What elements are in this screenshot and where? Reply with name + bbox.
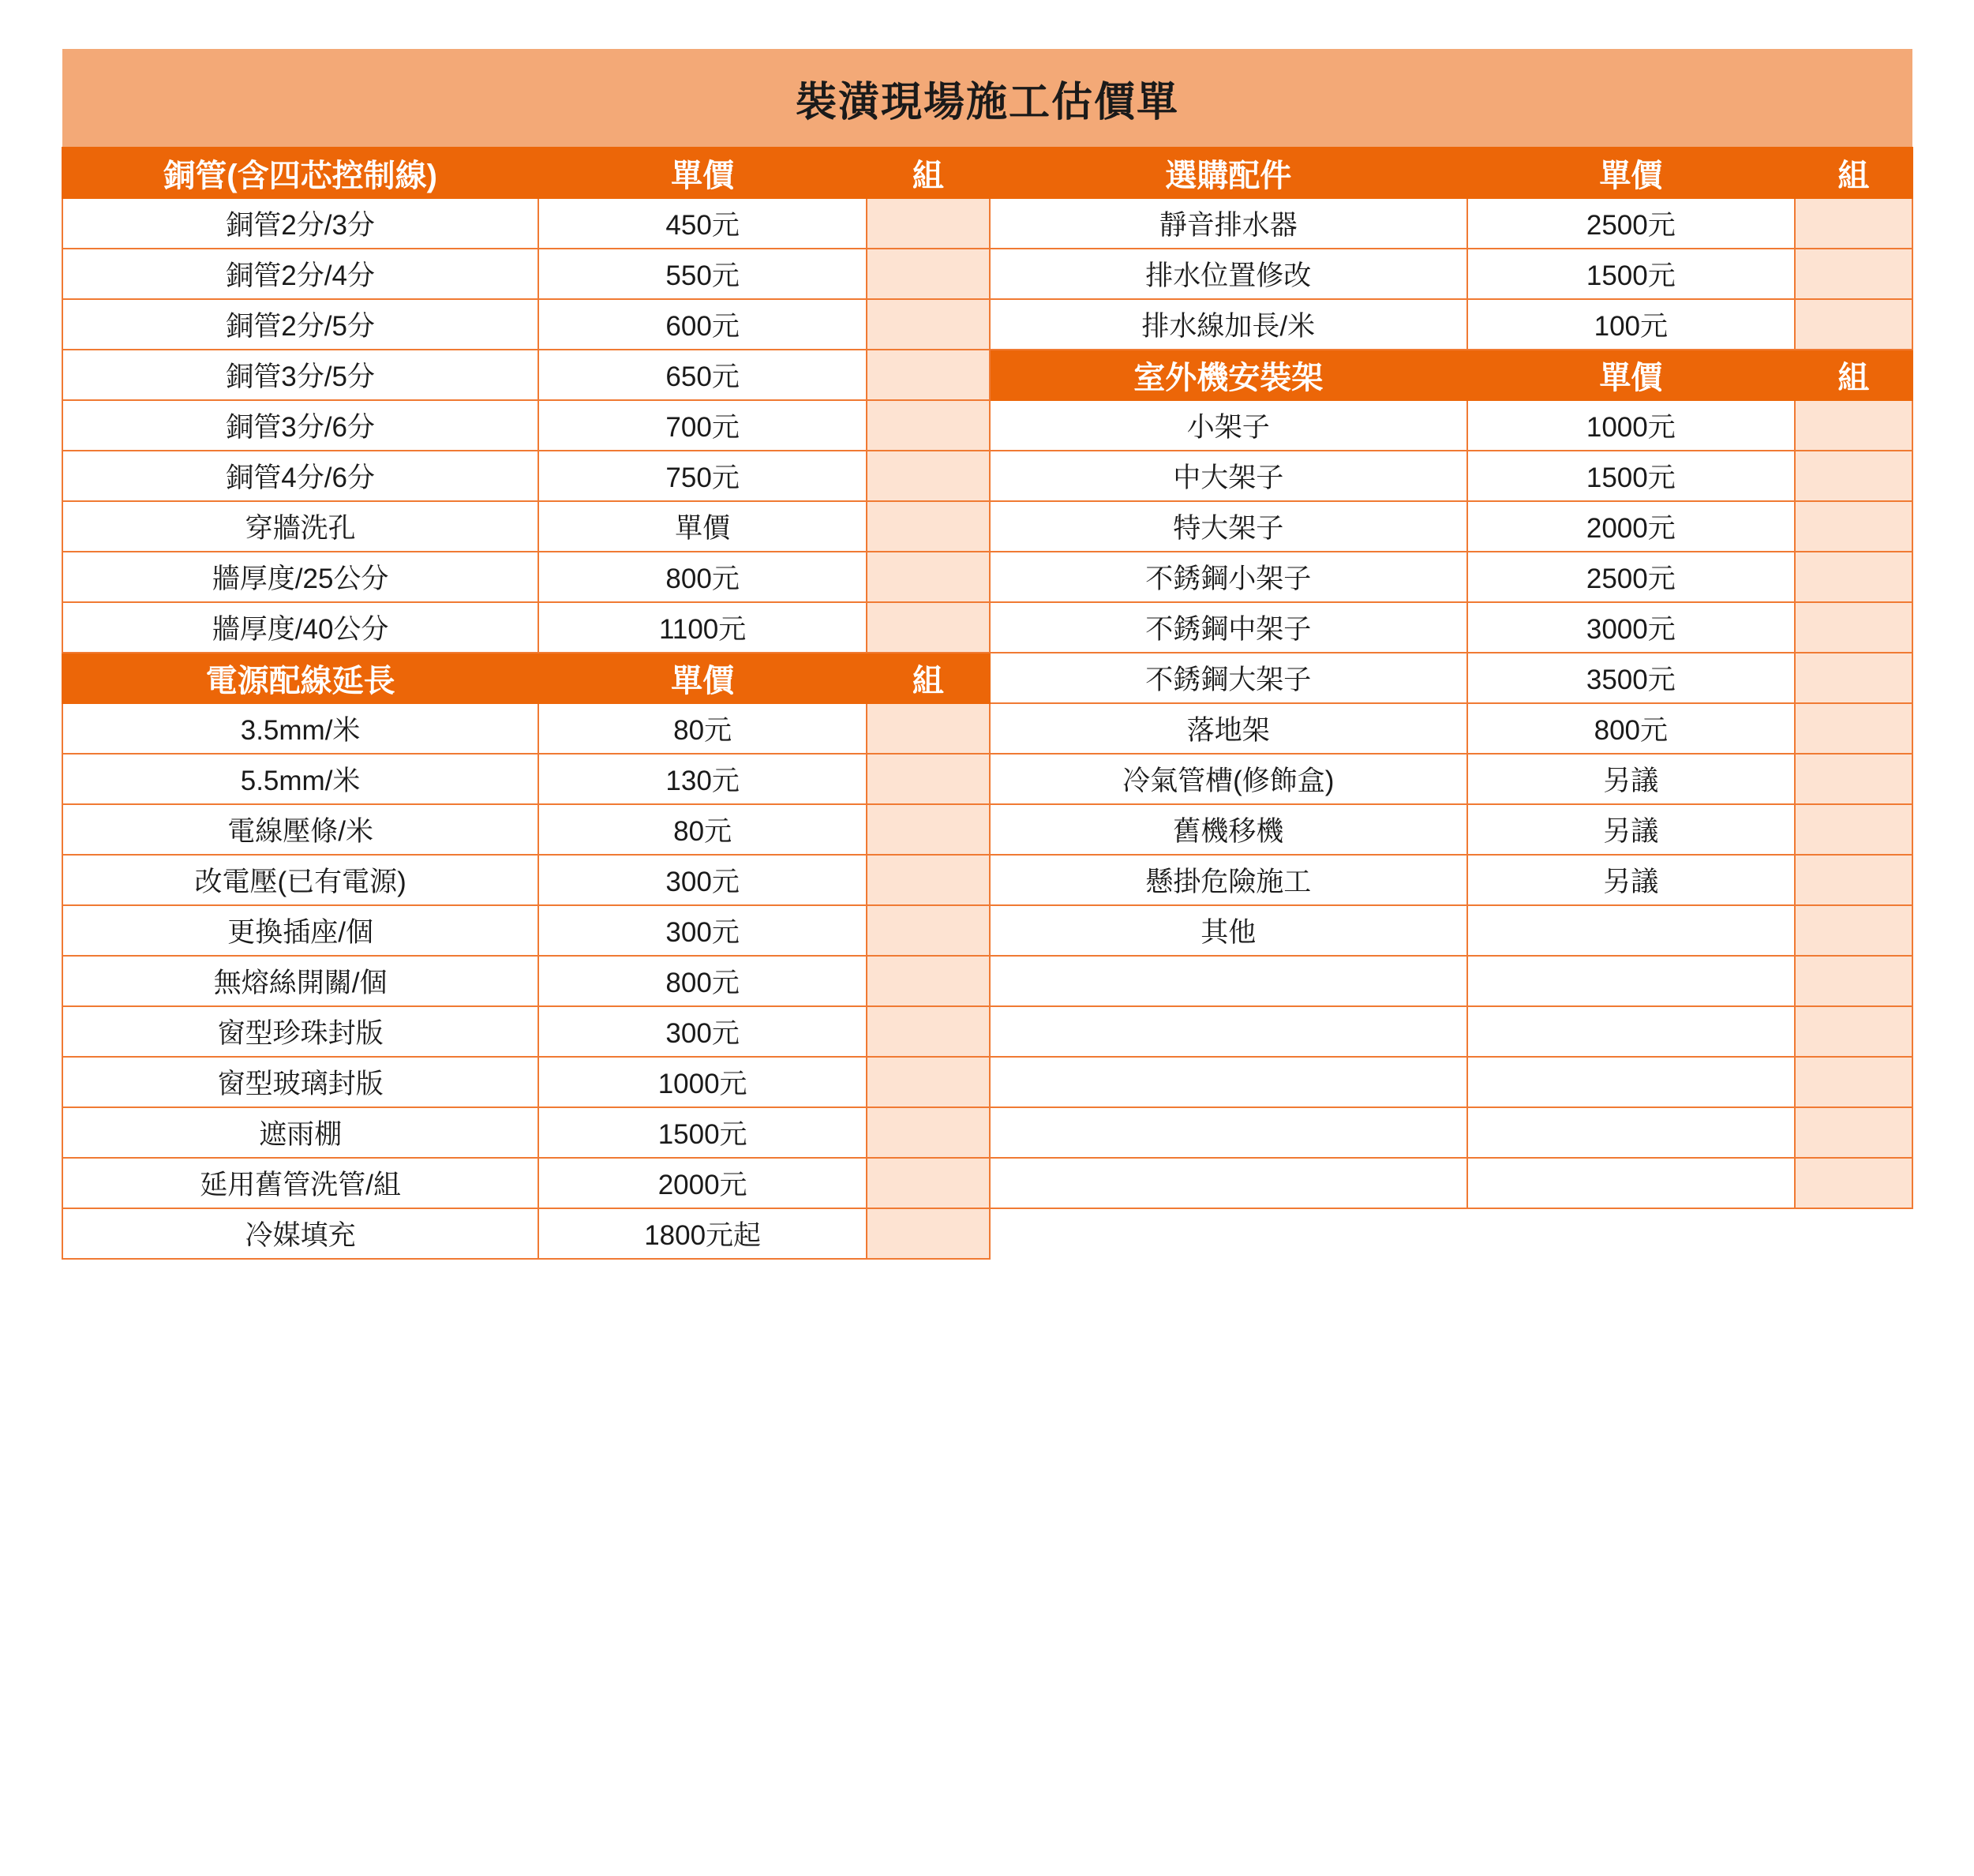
right-price-cell: 另議 (1467, 804, 1795, 855)
right-price-cell: 2000元 (1467, 501, 1795, 552)
left-price-cell: 單價 (538, 653, 867, 703)
right-price-cell (1467, 1208, 1795, 1259)
right-price-cell (1467, 1158, 1795, 1208)
left-unit-cell (867, 1006, 990, 1057)
left-price-cell: 130元 (538, 754, 867, 804)
left-price-cell: 800元 (538, 956, 867, 1006)
left-name-cell: 電源配線延長 (62, 653, 538, 703)
table-row (62, 552, 1912, 602)
table-row (62, 754, 1912, 804)
right-unit-cell (1795, 703, 1912, 754)
left-price-cell: 650元 (538, 350, 867, 400)
table-row (62, 653, 1912, 703)
right-price-cell: 1500元 (1467, 249, 1795, 299)
left-unit-cell (867, 249, 990, 299)
table-row (62, 148, 1912, 198)
left-price-cell: 550元 (538, 249, 867, 299)
right-name-cell (990, 1006, 1467, 1057)
left-unit-cell (867, 754, 990, 804)
right-price-cell: 3000元 (1467, 602, 1795, 653)
right-name-cell: 室外機安裝架 (990, 350, 1467, 400)
left-name-cell: 銅管2分/4分 (62, 249, 538, 299)
right-unit-cell (1795, 1208, 1912, 1259)
left-name-cell: 銅管3分/5分 (62, 350, 538, 400)
right-unit-cell (1795, 956, 1912, 1006)
title-row (62, 49, 1912, 148)
left-name-cell: 更換插座/個 (62, 905, 538, 956)
table-row (62, 1057, 1912, 1107)
left-price-cell: 單價 (538, 501, 867, 552)
right-unit-cell: 組 (1795, 350, 1912, 400)
left-price-cell: 300元 (538, 1006, 867, 1057)
table-row (62, 1107, 1912, 1158)
left-price-cell: 1100元 (538, 602, 867, 653)
right-name-cell: 不銹鋼大架子 (990, 653, 1467, 703)
table-row (62, 1006, 1912, 1057)
left-name-cell: 牆厚度/40公分 (62, 602, 538, 653)
right-unit-cell (1795, 451, 1912, 501)
table-body (62, 49, 1912, 1259)
table-row (62, 956, 1912, 1006)
left-unit-cell (867, 905, 990, 956)
left-price-cell: 700元 (538, 400, 867, 451)
right-unit-cell (1795, 602, 1912, 653)
right-price-cell: 800元 (1467, 703, 1795, 754)
left-unit-cell (867, 602, 990, 653)
table-row (62, 400, 1912, 451)
right-name-cell (990, 956, 1467, 1006)
right-unit-cell (1795, 855, 1912, 905)
right-name-cell: 特大架子 (990, 501, 1467, 552)
left-name-cell: 電線壓條/米 (62, 804, 538, 855)
left-price-cell: 1500元 (538, 1107, 867, 1158)
left-name-cell: 遮雨棚 (62, 1107, 538, 1158)
right-price-cell (1467, 956, 1795, 1006)
table-row (62, 198, 1912, 249)
right-unit-cell (1795, 249, 1912, 299)
right-price-cell (1467, 905, 1795, 956)
left-price-cell: 單價 (538, 148, 867, 198)
right-name-cell: 靜音排水器 (990, 198, 1467, 249)
left-name-cell: 銅管3分/6分 (62, 400, 538, 451)
right-price-cell (1467, 1107, 1795, 1158)
left-name-cell: 牆厚度/25公分 (62, 552, 538, 602)
left-price-cell: 80元 (538, 804, 867, 855)
right-unit-cell (1795, 299, 1912, 350)
left-price-cell: 750元 (538, 451, 867, 501)
estimate-sheet (62, 49, 1913, 1260)
left-name-cell: 窗型玻璃封版 (62, 1057, 538, 1107)
left-unit-cell (867, 1057, 990, 1107)
right-price-cell: 另議 (1467, 754, 1795, 804)
right-price-cell: 單價 (1467, 350, 1795, 400)
table-row (62, 451, 1912, 501)
right-price-cell: 100元 (1467, 299, 1795, 350)
left-price-cell: 600元 (538, 299, 867, 350)
right-unit-cell (1795, 804, 1912, 855)
right-unit-cell (1795, 552, 1912, 602)
left-name-cell: 無熔絲開關/個 (62, 956, 538, 1006)
right-name-cell: 冷氣管槽(修飾盒) (990, 754, 1467, 804)
left-unit-cell (867, 451, 990, 501)
left-price-cell: 2000元 (538, 1158, 867, 1208)
left-unit-cell (867, 350, 990, 400)
table-row (62, 501, 1912, 552)
left-name-cell: 銅管2分/5分 (62, 299, 538, 350)
left-name-cell: 改電壓(已有電源) (62, 855, 538, 905)
right-unit-cell (1795, 1057, 1912, 1107)
table-row (62, 703, 1912, 754)
right-name-cell (990, 1107, 1467, 1158)
left-unit-cell (867, 1158, 990, 1208)
right-name-cell: 其他 (990, 905, 1467, 956)
table-row (62, 249, 1912, 299)
right-unit-cell (1795, 653, 1912, 703)
left-name-cell: 銅管(含四芯控制線) (62, 148, 538, 198)
right-unit-cell (1795, 754, 1912, 804)
right-name-cell: 排水線加長/米 (990, 299, 1467, 350)
left-price-cell: 300元 (538, 905, 867, 956)
right-name-cell: 舊機移機 (990, 804, 1467, 855)
left-name-cell: 銅管2分/3分 (62, 198, 538, 249)
right-name-cell: 落地架 (990, 703, 1467, 754)
right-name-cell: 中大架子 (990, 451, 1467, 501)
right-price-cell: 2500元 (1467, 552, 1795, 602)
right-name-cell (990, 1208, 1467, 1259)
table-row (62, 1158, 1912, 1208)
right-name-cell (990, 1057, 1467, 1107)
right-unit-cell (1795, 198, 1912, 249)
left-price-cell: 300元 (538, 855, 867, 905)
left-price-cell: 1000元 (538, 1057, 867, 1107)
left-unit-cell (867, 1107, 990, 1158)
left-unit-cell: 組 (867, 653, 990, 703)
page-title: 裝潢現場施工估價單 (62, 49, 1912, 148)
right-unit-cell (1795, 1107, 1912, 1158)
right-price-cell: 1000元 (1467, 400, 1795, 451)
left-name-cell: 3.5mm/米 (62, 703, 538, 754)
table-row (62, 855, 1912, 905)
left-name-cell: 5.5mm/米 (62, 754, 538, 804)
right-unit-cell (1795, 905, 1912, 956)
right-name-cell (990, 1158, 1467, 1208)
left-price-cell: 800元 (538, 552, 867, 602)
right-name-cell: 不銹鋼中架子 (990, 602, 1467, 653)
right-price-cell: 1500元 (1467, 451, 1795, 501)
left-name-cell: 穿牆洗孔 (62, 501, 538, 552)
left-unit-cell (867, 1208, 990, 1259)
table-row (62, 350, 1912, 400)
left-name-cell: 延用舊管洗管/組 (62, 1158, 538, 1208)
right-price-cell: 另議 (1467, 855, 1795, 905)
right-unit-cell (1795, 501, 1912, 552)
left-name-cell: 銅管4分/6分 (62, 451, 538, 501)
left-unit-cell: 組 (867, 148, 990, 198)
left-unit-cell (867, 400, 990, 451)
right-price-cell: 單價 (1467, 148, 1795, 198)
table-row (62, 804, 1912, 855)
right-unit-cell (1795, 1006, 1912, 1057)
left-unit-cell (867, 198, 990, 249)
right-name-cell: 懸掛危險施工 (990, 855, 1467, 905)
left-price-cell: 80元 (538, 703, 867, 754)
left-name-cell: 冷媒填充 (62, 1208, 538, 1259)
right-name-cell: 選購配件 (990, 148, 1467, 198)
right-unit-cell (1795, 400, 1912, 451)
table-row (62, 299, 1912, 350)
left-unit-cell (867, 956, 990, 1006)
table-row (62, 1208, 1912, 1259)
right-price-cell (1467, 1057, 1795, 1107)
left-name-cell: 窗型珍珠封版 (62, 1006, 538, 1057)
right-unit-cell: 組 (1795, 148, 1912, 198)
left-price-cell: 450元 (538, 198, 867, 249)
right-name-cell: 不銹鋼小架子 (990, 552, 1467, 602)
right-name-cell: 小架子 (990, 400, 1467, 451)
right-unit-cell (1795, 1158, 1912, 1208)
table-row (62, 905, 1912, 956)
left-unit-cell (867, 855, 990, 905)
left-price-cell: 1800元起 (538, 1208, 867, 1259)
right-price-cell (1467, 1006, 1795, 1057)
right-price-cell: 3500元 (1467, 653, 1795, 703)
right-name-cell: 排水位置修改 (990, 249, 1467, 299)
table-row (62, 602, 1912, 653)
left-unit-cell (867, 552, 990, 602)
right-price-cell: 2500元 (1467, 198, 1795, 249)
left-unit-cell (867, 299, 990, 350)
price-table (62, 49, 1913, 1260)
left-unit-cell (867, 804, 990, 855)
left-unit-cell (867, 703, 990, 754)
left-unit-cell (867, 501, 990, 552)
